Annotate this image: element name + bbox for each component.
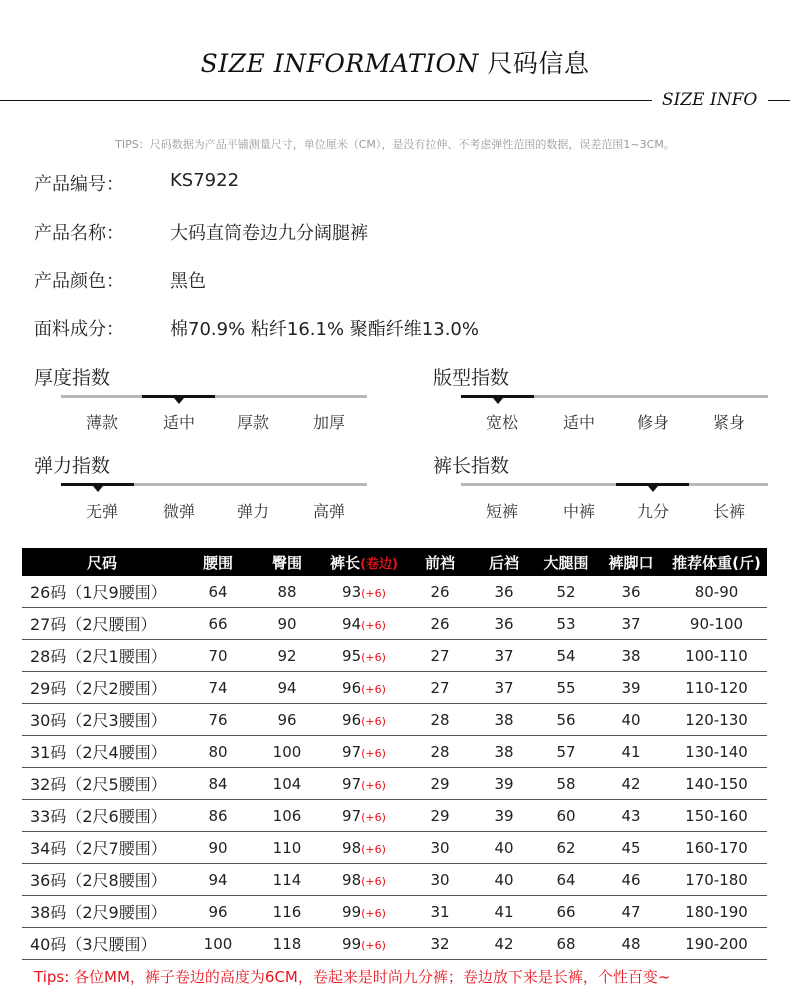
cell-thigh [536, 736, 596, 768]
cell-length [320, 736, 408, 768]
cell-hip [254, 928, 320, 960]
cell-value: 170-180 [685, 870, 748, 889]
cell-hip [254, 768, 320, 800]
col-header-back-rise: 后裆 [472, 548, 536, 576]
table-row [22, 640, 767, 672]
cell-waist [182, 768, 254, 800]
cell-length [320, 928, 408, 960]
header-divider-right [768, 100, 790, 101]
col-header-size: 尺码 [22, 548, 182, 576]
cell-value: 96 [277, 710, 297, 729]
cell-thigh [536, 768, 596, 800]
cell-size [22, 736, 182, 768]
cell-hip [254, 576, 320, 608]
cell-size [22, 672, 182, 704]
cell-value: 66 [208, 614, 228, 633]
cell-front [408, 640, 472, 672]
cell-size [22, 896, 182, 928]
info-label: 面料成分： [34, 319, 124, 340]
fit-index-title: 版型指数 [433, 367, 510, 389]
cell-length [320, 576, 408, 608]
cell-value: 94 [342, 614, 362, 633]
roll-up-extra: (+6) [361, 842, 386, 856]
cell-value: 38 [621, 646, 641, 665]
cell-back [472, 640, 536, 672]
cell-weight [666, 864, 767, 896]
info-label: 产品编号： [34, 174, 124, 195]
cell-hip [254, 832, 320, 864]
cell-value: 46 [621, 870, 641, 889]
cell-hem [596, 800, 666, 832]
table-row [22, 576, 767, 608]
cell-value: 30 [430, 838, 450, 857]
cell-hem [596, 736, 666, 768]
cell-value: 150-160 [685, 806, 748, 825]
cell-value: 88 [277, 582, 297, 601]
cell-value: 90 [277, 614, 297, 633]
title-cn: 尺码信息 [487, 49, 590, 78]
cell-value: 34码（2尺7腰围） [30, 839, 167, 858]
cell-value: 96 [208, 902, 228, 921]
cell-value: 27 [430, 646, 450, 665]
cell-value: 31码（2尺4腰围） [30, 743, 167, 762]
cell-value: 160-170 [685, 838, 748, 857]
cell-waist [182, 640, 254, 672]
cell-hem [596, 704, 666, 736]
length-option: 中裤 [562, 502, 595, 521]
table-row [22, 896, 767, 928]
cell-front [408, 608, 472, 640]
cell-value: 92 [277, 646, 297, 665]
cell-back [472, 736, 536, 768]
cell-value: 37 [494, 646, 514, 665]
fit-option: 适中 [562, 413, 595, 432]
cell-front [408, 704, 472, 736]
cell-value: 30码（2尺3腰围） [30, 711, 167, 730]
cell-value: 28 [430, 710, 450, 729]
cell-value: 28码（2尺1腰围） [30, 647, 167, 666]
cell-thigh [536, 608, 596, 640]
cell-value: 41 [494, 902, 514, 921]
thickness-option: 薄款 [85, 413, 118, 432]
info-row-code [34, 170, 240, 196]
cell-length [320, 832, 408, 864]
cell-value: 96 [342, 710, 362, 729]
cell-waist [182, 608, 254, 640]
cell-value: 36 [621, 582, 641, 601]
cell-front [408, 928, 472, 960]
cell-value: 55 [556, 678, 576, 697]
cell-value: 36 [494, 614, 514, 633]
roll-up-extra: (+6) [361, 778, 386, 792]
length-note: (卷边) [360, 556, 398, 572]
cell-waist [182, 736, 254, 768]
table-row [22, 864, 767, 896]
cell-size [22, 768, 182, 800]
cell-value: 95 [342, 646, 362, 665]
cell-value: 64 [208, 582, 228, 601]
length-index-title: 裤长指数 [433, 455, 510, 477]
cell-value: 29码（2尺2腰围） [30, 679, 167, 698]
cell-value: 41 [621, 742, 641, 761]
cell-waist [182, 800, 254, 832]
cell-hem [596, 672, 666, 704]
roll-up-extra: (+6) [361, 586, 386, 600]
cell-hip [254, 896, 320, 928]
cell-value: 26 [430, 614, 450, 633]
cell-weight [666, 896, 767, 928]
cell-thigh [536, 640, 596, 672]
cell-size [22, 864, 182, 896]
cell-size [22, 704, 182, 736]
col-header-front-rise: 前裆 [408, 548, 472, 576]
cell-length [320, 800, 408, 832]
subtitle: SIZE INFO [662, 90, 758, 110]
cell-value: 47 [621, 902, 641, 921]
thickness-option: 厚款 [236, 413, 269, 432]
cell-back [472, 832, 536, 864]
cell-value: 43 [621, 806, 641, 825]
cell-value: 90 [208, 838, 228, 857]
thickness-index-title: 厚度指数 [34, 367, 111, 389]
cell-waist [182, 704, 254, 736]
cell-value: 54 [556, 646, 576, 665]
cell-value: 26码（1尺9腰围） [30, 583, 167, 602]
cell-front [408, 576, 472, 608]
col-header-thigh: 大腿围 [536, 548, 596, 576]
cell-value: 48 [621, 934, 641, 953]
cell-length [320, 704, 408, 736]
cell-waist [182, 864, 254, 896]
cell-hem [596, 768, 666, 800]
cell-hip [254, 800, 320, 832]
col-header-hem: 裤脚口 [596, 548, 666, 576]
cell-value: 94 [208, 870, 228, 889]
cell-front [408, 736, 472, 768]
cell-hip [254, 640, 320, 672]
cell-value: 42 [494, 934, 514, 953]
cell-size [22, 640, 182, 672]
info-value: KS7922 [170, 170, 240, 191]
cell-value: 36码（2尺8腰围） [30, 871, 167, 890]
cell-value: 64 [556, 870, 576, 889]
roll-up-extra: (+6) [361, 618, 386, 632]
cell-value: 36 [494, 582, 514, 601]
stretch-selected-marker [61, 483, 134, 486]
cell-value: 42 [621, 774, 641, 793]
cell-waist [182, 832, 254, 864]
thickness-selected-marker [142, 395, 215, 398]
cell-length [320, 864, 408, 896]
roll-up-extra: (+6) [361, 906, 386, 920]
table-row [22, 608, 767, 640]
cell-size [22, 576, 182, 608]
cell-weight [666, 800, 767, 832]
cell-value: 27 [430, 678, 450, 697]
cell-weight [666, 768, 767, 800]
cell-thigh [536, 672, 596, 704]
cell-value: 30 [430, 870, 450, 889]
cell-weight [666, 576, 767, 608]
cell-front [408, 672, 472, 704]
cell-thigh [536, 704, 596, 736]
cell-value: 110-120 [685, 678, 748, 697]
cell-value: 66 [556, 902, 576, 921]
cell-hip [254, 864, 320, 896]
header-divider [0, 100, 652, 101]
fit-option: 修身 [636, 413, 669, 432]
cell-hip [254, 704, 320, 736]
cell-weight [666, 672, 767, 704]
cell-value: 39 [494, 774, 514, 793]
cell-value: 84 [208, 774, 228, 793]
cell-size [22, 928, 182, 960]
stretch-option: 弹力 [236, 502, 269, 521]
cell-value: 31 [430, 902, 450, 921]
page-title [0, 44, 790, 80]
roll-up-extra: (+6) [361, 874, 386, 888]
cell-value: 97 [342, 806, 362, 825]
cell-value: 110 [272, 838, 302, 857]
cell-back [472, 864, 536, 896]
cell-length [320, 768, 408, 800]
cell-back [472, 896, 536, 928]
cell-value: 37 [494, 678, 514, 697]
cell-length [320, 896, 408, 928]
tips-note: TIPS：尺码数据为产品平铺测量尺寸，单位厘米（CM），是没有拉伸、不考虑弹性范围的数据，误差范围1~3CM。 [115, 138, 675, 151]
col-header-waist: 腰围 [182, 548, 254, 576]
cell-waist [182, 928, 254, 960]
fit-selected-marker [461, 395, 534, 398]
cell-value: 38码（2尺9腰围） [30, 903, 167, 922]
cell-front [408, 768, 472, 800]
cell-value: 99 [342, 902, 362, 921]
title-en: SIZE INFORMATION [200, 49, 479, 78]
cell-value: 190-200 [685, 934, 748, 953]
cell-value: 29 [430, 774, 450, 793]
info-value: 大码直筒卷边九分阔腿裤 [170, 223, 368, 244]
cell-value: 76 [208, 710, 228, 729]
table-row [22, 928, 767, 960]
table-row [22, 704, 767, 736]
length-label: 裤长 [330, 553, 361, 572]
col-header-length [320, 548, 408, 576]
fit-option: 紧身 [712, 413, 745, 432]
info-row-color [34, 267, 206, 293]
tips-bottom: Tips: 各位MM，裤子卷边的高度为6CM，卷起来是时尚九分裤；卷边放下来是长裤，个性百变~ [34, 968, 671, 986]
cell-hem [596, 576, 666, 608]
cell-value: 27码（2尺腰围） [30, 615, 157, 634]
cell-value: 62 [556, 838, 576, 857]
roll-up-extra: (+6) [361, 714, 386, 728]
cell-length [320, 640, 408, 672]
cell-front [408, 800, 472, 832]
cell-value: 116 [272, 902, 302, 921]
roll-up-extra: (+6) [361, 682, 386, 696]
cell-front [408, 864, 472, 896]
col-header-weight: 推荐体重(斤) [666, 548, 767, 576]
cell-thigh [536, 576, 596, 608]
cell-value: 97 [342, 774, 362, 793]
cell-weight [666, 704, 767, 736]
cell-size [22, 608, 182, 640]
cell-value: 40 [494, 870, 514, 889]
info-value: 棉70.9% 粘纤16.1% 聚酯纤维13.0% [170, 319, 479, 340]
cell-value: 40 [621, 710, 641, 729]
stretch-index-title: 弹力指数 [34, 455, 111, 477]
cell-hip [254, 736, 320, 768]
cell-value: 74 [208, 678, 228, 697]
cell-size [22, 800, 182, 832]
cell-value: 37 [621, 614, 641, 633]
col-header-hip: 臀围 [254, 548, 320, 576]
cell-front [408, 896, 472, 928]
cell-back [472, 608, 536, 640]
cell-value: 26 [430, 582, 450, 601]
cell-value: 40码（3尺腰围） [30, 935, 157, 954]
info-value: 黑色 [170, 271, 206, 292]
cell-value: 100 [272, 742, 302, 761]
cell-value: 80 [208, 742, 228, 761]
roll-up-extra: (+6) [361, 650, 386, 664]
cell-value: 97 [342, 742, 362, 761]
thickness-option: 加厚 [312, 413, 345, 432]
length-option: 长裤 [712, 502, 745, 521]
cell-value: 28 [430, 742, 450, 761]
cell-value: 104 [272, 774, 302, 793]
cell-value: 100 [203, 934, 233, 953]
cell-hem [596, 928, 666, 960]
cell-weight [666, 832, 767, 864]
cell-waist [182, 896, 254, 928]
stretch-option-selected: 无弹 [85, 502, 118, 521]
cell-value: 90-100 [689, 614, 744, 633]
cell-value: 53 [556, 614, 576, 633]
table-row [22, 800, 767, 832]
cell-value: 86 [208, 806, 228, 825]
cell-back [472, 928, 536, 960]
roll-up-extra: (+6) [361, 746, 386, 760]
cell-waist [182, 576, 254, 608]
cell-value: 39 [621, 678, 641, 697]
length-scale-bar [461, 483, 768, 486]
cell-value: 57 [556, 742, 576, 761]
cell-value: 39 [494, 806, 514, 825]
cell-value: 98 [342, 838, 362, 857]
info-row-fabric [34, 315, 479, 341]
cell-thigh [536, 832, 596, 864]
fit-option-selected: 宽松 [485, 413, 518, 432]
cell-weight [666, 640, 767, 672]
cell-value: 68 [556, 934, 576, 953]
cell-value: 33码（2尺6腰围） [30, 807, 167, 826]
cell-weight [666, 736, 767, 768]
cell-value: 96 [342, 678, 362, 697]
cell-back [472, 704, 536, 736]
cell-hem [596, 608, 666, 640]
cell-thigh [536, 864, 596, 896]
cell-thigh [536, 896, 596, 928]
cell-thigh [536, 800, 596, 832]
cell-back [472, 800, 536, 832]
stretch-option: 高弹 [312, 502, 345, 521]
cell-value: 114 [272, 870, 302, 889]
size-table [22, 548, 767, 960]
table-row [22, 832, 767, 864]
table-header-row [22, 548, 767, 576]
cell-front [408, 832, 472, 864]
cell-hip [254, 608, 320, 640]
cell-value: 52 [556, 582, 576, 601]
cell-hem [596, 896, 666, 928]
roll-up-extra: (+6) [361, 810, 386, 824]
cell-value: 32 [430, 934, 450, 953]
cell-value: 130-140 [685, 742, 748, 761]
table-row [22, 768, 767, 800]
cell-back [472, 768, 536, 800]
cell-value: 80-90 [694, 582, 739, 601]
cell-value: 45 [621, 838, 641, 857]
cell-hem [596, 640, 666, 672]
cell-hem [596, 864, 666, 896]
cell-value: 40 [494, 838, 514, 857]
cell-value: 106 [272, 806, 302, 825]
info-label: 产品颜色： [34, 271, 124, 292]
cell-value: 38 [494, 742, 514, 761]
cell-weight [666, 608, 767, 640]
cell-value: 180-190 [685, 902, 748, 921]
cell-value: 120-130 [685, 710, 748, 729]
table-row [22, 672, 767, 704]
cell-waist [182, 672, 254, 704]
table-row [22, 736, 767, 768]
cell-thigh [536, 928, 596, 960]
cell-value: 38 [494, 710, 514, 729]
cell-value: 118 [272, 934, 302, 953]
cell-value: 98 [342, 870, 362, 889]
cell-value: 140-150 [685, 774, 748, 793]
cell-value: 56 [556, 710, 576, 729]
info-row-name [34, 219, 368, 245]
cell-back [472, 672, 536, 704]
cell-value: 93 [342, 582, 362, 601]
info-label: 产品名称： [34, 223, 124, 244]
cell-value: 99 [342, 934, 362, 953]
stretch-option: 微弹 [162, 502, 195, 521]
thickness-option-selected: 适中 [162, 413, 195, 432]
cell-value: 58 [556, 774, 576, 793]
cell-value: 100-110 [685, 646, 748, 665]
roll-up-extra: (+6) [361, 938, 386, 952]
cell-value: 29 [430, 806, 450, 825]
cell-value: 32码（2尺5腰围） [30, 775, 167, 794]
cell-length [320, 608, 408, 640]
length-option-selected: 九分 [636, 502, 669, 521]
cell-length [320, 672, 408, 704]
length-option: 短裤 [485, 502, 518, 521]
cell-back [472, 576, 536, 608]
cell-size [22, 832, 182, 864]
cell-value: 70 [208, 646, 228, 665]
cell-value: 94 [277, 678, 297, 697]
cell-value: 60 [556, 806, 576, 825]
cell-weight [666, 928, 767, 960]
cell-hem [596, 832, 666, 864]
length-selected-marker [616, 483, 689, 486]
cell-hip [254, 672, 320, 704]
